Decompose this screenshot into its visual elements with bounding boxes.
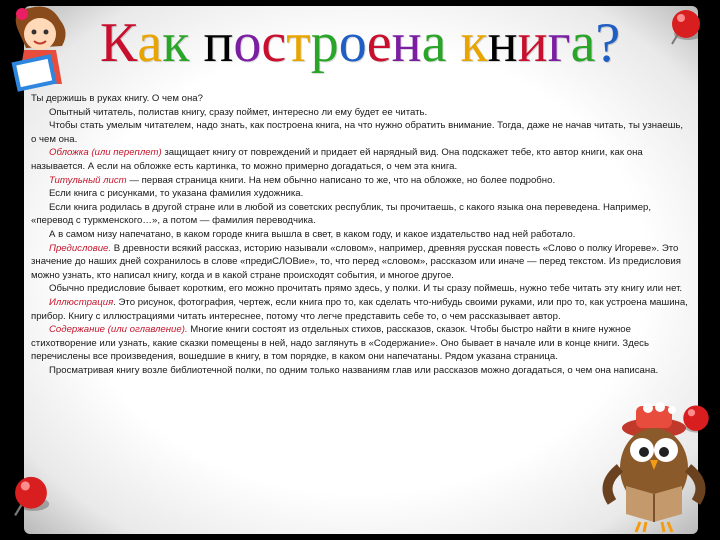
title-letter: К	[100, 12, 138, 74]
title-letter	[446, 8, 460, 78]
paragraph	[31, 323, 691, 364]
title-letter: о	[233, 12, 262, 74]
paragraph-text: Чтобы стать умелым читателем, надо знать, как построена книга, на что нужно обратить внимание. Тогда, даже не начав читать, ты узнаешь, о чем она.	[31, 120, 684, 145]
title-letter: г	[547, 12, 571, 74]
paragraph-text: . Это рисунок, фотография, чертеж, если книга про то, как сделать что-нибудь своими руками, или про то, как устроена машина, прибор. Книгу с иллюстрациями читать интереснее, потому что легче представить себе то, о чем рассказывает автор.	[31, 296, 688, 322]
page-title	[100, 8, 660, 78]
thumbtack-icon	[6, 470, 56, 520]
paragraph	[31, 228, 691, 242]
paragraph	[31, 242, 691, 283]
paragraph	[31, 92, 691, 106]
highlighted-term: Обложка (или переплет)	[49, 147, 162, 159]
paragraph	[31, 187, 691, 201]
title-letter: т	[286, 12, 311, 74]
highlighted-term: Иллюстрация	[49, 296, 114, 308]
paragraph-text: защищает книгу от повреждений и придает ей нарядный вид. Она подскажет тебе, кто автор книги, как она называется. А если на обложке есть картинка, то можно примерно догадаться, о чем эта книга.	[31, 147, 643, 172]
title-letter: с	[261, 12, 287, 74]
paragraph	[31, 106, 691, 120]
title-letter: к	[460, 12, 488, 74]
paragraph-text: В древности всякий рассказ, историю называли «словом», например, древняя русская повесть «Слово о полку Игореве». Это значение до наших дней сохранилось в слове «предиСЛОВие», то, что перед «словом», рассказом или иначе — перед текстом. Из предисловия можно узнать, кто написал книгу, когда и в какой стране происходят события, и многое другое.	[31, 242, 681, 281]
paragraph-text: Многие книги состоят из отдельных стихов, рассказов, сказок. Чтобы быстро найти в книге нужное стихотворение или узнать, какие сказки помещены в ней, надо заглянуть в «Содержание». Оно бывает в начале или в конце книги. Здесь перечислены все произведения, вошедшие в книгу, в том порядке, в каком они напечатаны. Рядом указана страница.	[31, 324, 649, 363]
title-letter: е	[366, 12, 392, 74]
article-body	[31, 92, 691, 377]
paragraph	[31, 119, 691, 146]
paragraph	[31, 146, 691, 173]
title-letter: о	[338, 12, 367, 74]
title-letter: и	[517, 12, 548, 74]
title-letter: р	[310, 12, 339, 74]
title-letter: а	[421, 12, 447, 74]
paragraph-text: Просматривая книгу возле библиотечной полки, по одним только названиям глав или рассказов можно догадаться, о чем она написана.	[49, 364, 659, 376]
paragraph-text: Обычно предисловие бывает коротким, его можно прочитать прямо здесь, у полки. И ты сразу поймешь, нужно тебе читать эту книгу или нет.	[49, 283, 683, 295]
title-letter: а	[137, 12, 163, 74]
paragraph-text: Ты держишь в руках книгу. О чем она?	[31, 93, 203, 104]
title-letter: н	[391, 12, 422, 74]
highlighted-term: Предисловие.	[49, 242, 112, 254]
title-letter: к	[162, 12, 190, 74]
paragraph	[31, 364, 691, 378]
paragraph-text: Опытный читатель, полистав книгу, сразу поймет, интересно ли ему будет ее читать.	[49, 106, 428, 118]
paragraph-text: — первая страница книги. На нем обычно написано то же, что на обложке, но более подробно.	[126, 174, 556, 186]
paragraph	[31, 282, 691, 296]
paragraph-text: Если книга родилась в другой стране или в любой из советских республик, ты прочитаешь, с какого языка она переведена. Например, «перевод с туркменского…», а потом — фамилия переводчика.	[31, 201, 652, 227]
title-letter: п	[203, 12, 234, 74]
highlighted-term: Содержание (или оглавление).	[49, 324, 188, 336]
thumbtack-icon	[664, 4, 708, 48]
owl-with-book-icon	[596, 398, 712, 534]
title-letter: н	[487, 12, 518, 74]
title-letter	[189, 8, 203, 78]
paragraph-text: Если книга с рисунками, то указана фамилия художника.	[49, 188, 304, 200]
paragraph	[31, 201, 691, 228]
highlighted-term: Титульный лист	[49, 174, 127, 186]
girl-with-book-icon	[0, 0, 92, 100]
paragraph-text: А в самом низу напечатано, в каком городе книга вышла в свет, в каком году, и какое издательство над ней работало.	[49, 228, 576, 240]
title-letter: ?	[595, 12, 621, 74]
paragraph	[31, 174, 691, 188]
paragraph	[31, 296, 691, 323]
title-letter: а	[570, 12, 596, 74]
